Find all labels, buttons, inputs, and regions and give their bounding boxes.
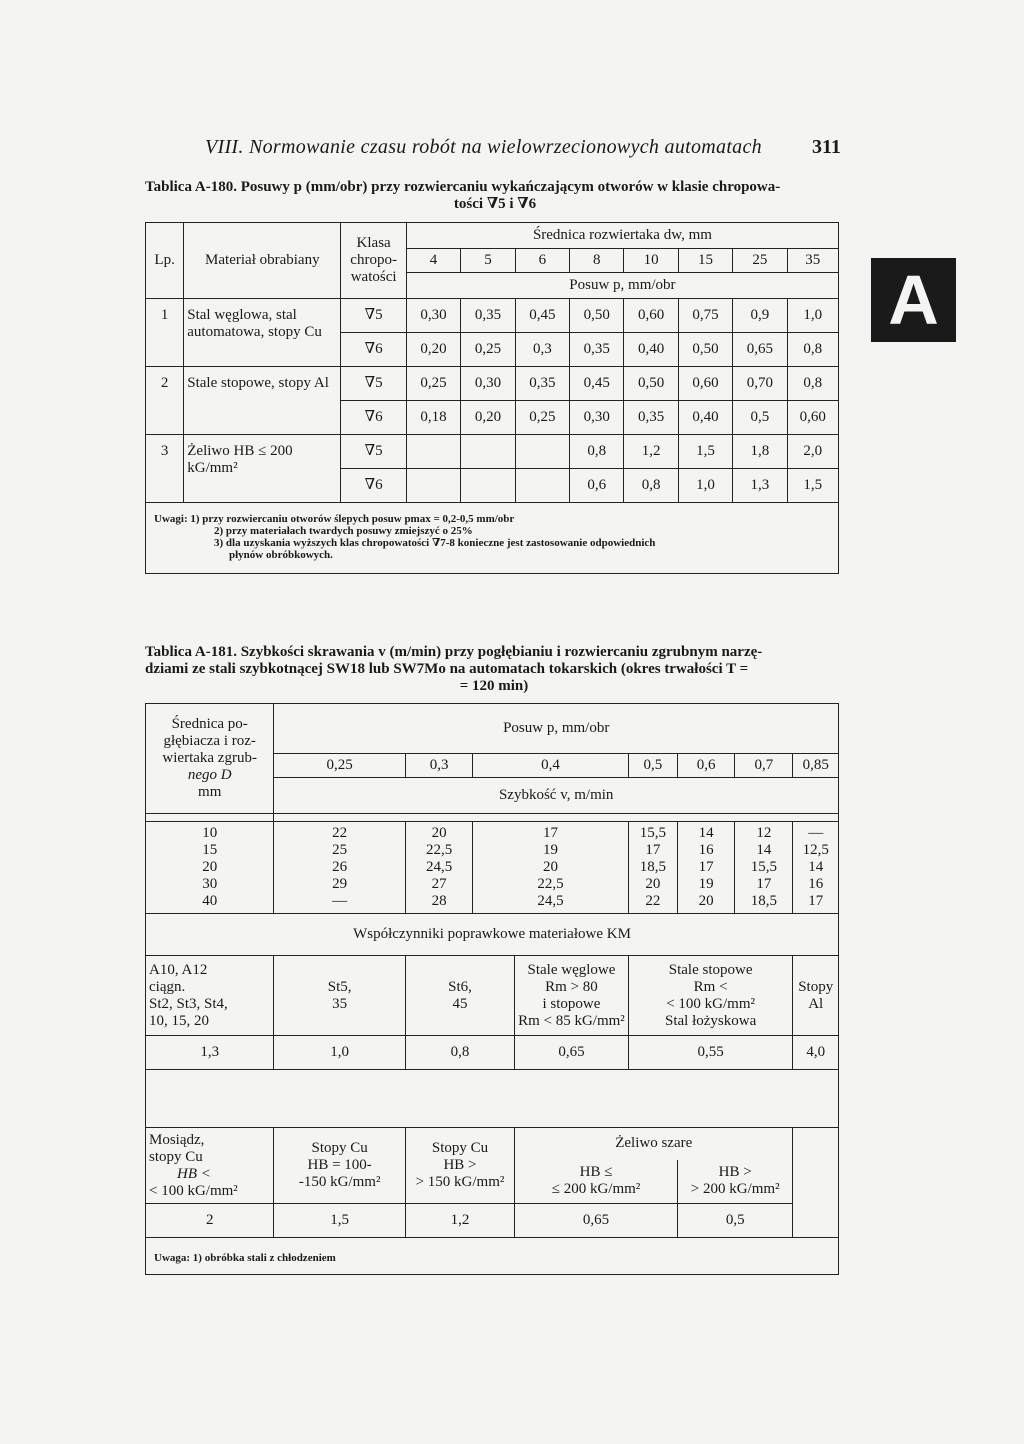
feed-value: 0,60	[678, 367, 732, 401]
note-cooling: Uwaga: 1) obróbka stali z chłodzeniem	[154, 1252, 336, 1264]
diameter-header: 35	[787, 249, 838, 273]
table181-caption-line1: Tablica A-181. Szybkości skrawania v (m/min) przy pogłębianiu i rozwiercaniu zgrubnym narzę-	[145, 644, 763, 660]
cast-iron-high: HB > > 200 kG/mm²	[677, 1160, 792, 1204]
speed-column: 20 22,5 24,5 27 28	[405, 822, 472, 914]
feed-value: 0,45	[515, 299, 569, 333]
row-class: ∇6	[341, 333, 406, 367]
feed-value: 1,0	[787, 299, 838, 333]
material-cell: A10, A12 ciągn. St2, St3, St4, 10, 15, 20	[146, 956, 274, 1036]
feed-value: 2,0	[787, 435, 838, 469]
feed-value: 0,45	[570, 367, 624, 401]
feed-value	[515, 435, 569, 469]
row-class: ∇6	[341, 401, 406, 435]
feed-value: 0,35	[461, 299, 515, 333]
head-speed: Szybkość v, m/min	[274, 778, 839, 814]
feed-value: 0,25	[461, 333, 515, 367]
feed-value: 0,50	[624, 367, 678, 401]
feed-value: 1,5	[787, 469, 838, 503]
diameter-header: 6	[515, 249, 569, 273]
table-row	[146, 435, 839, 469]
table-row	[146, 367, 839, 401]
speed-column: 22 25 26 29 —	[274, 822, 405, 914]
note-1: Uwagi: 1) przy rozwiercaniu otworów ślepych posuw pmax = 0,2-0,5 mm/obr	[154, 513, 515, 525]
feed-value: 1,3	[733, 469, 787, 503]
row-class: ∇6	[341, 469, 406, 503]
diameter-header: 8	[570, 249, 624, 273]
feed-value: 0,9	[733, 299, 787, 333]
row-class: ∇5	[341, 299, 406, 333]
head-feed: Posuw p, mm/obr	[406, 273, 838, 299]
feed-value	[461, 435, 515, 469]
diameter-list: 10 15 20 30 40	[146, 822, 274, 914]
speed-column: 15,5 17 18,5 20 22	[628, 822, 677, 914]
head-material: Materiał obrabiany	[184, 223, 341, 299]
feed-header: 0,25	[274, 754, 405, 778]
row-lp: 3	[146, 435, 184, 503]
feed-header: 0,85	[793, 754, 839, 778]
table181-caption-line2: dziami ze stali szybkotnącej SW18 lub SW7Mo na automatach tokarskich (okres trwałości T =	[145, 661, 749, 677]
table-a181	[145, 703, 839, 1275]
material-brass: Mosiądz, stopy Cu HB < < 100 kG/mm²	[146, 1128, 274, 1204]
feed-value: 0,35	[515, 367, 569, 401]
diameter-header: 5	[461, 249, 515, 273]
feed-value	[461, 469, 515, 503]
feed-value: 0,8	[624, 469, 678, 503]
material-copper-mid: Stopy Cu HB = 100- -150 kG/mm²	[274, 1128, 405, 1204]
table180-caption-line2: tości ∇5 i ∇6	[453, 196, 537, 212]
diameter-header: 10	[624, 249, 678, 273]
feed-value: 1,8	[733, 435, 787, 469]
coefficient-value: 4,0	[793, 1036, 839, 1070]
feed-value	[515, 469, 569, 503]
feed-value: 0,8	[570, 435, 624, 469]
cast-iron-low: HB ≤ ≤ 200 kG/mm²	[515, 1160, 678, 1204]
speed-column: 12 14 15,5 17 18,5	[735, 822, 793, 914]
material-cell: Stopy Al	[793, 956, 839, 1036]
coefficient-value: 0,65	[515, 1036, 629, 1070]
chapter-heading: VIII. Normowanie czasu robót na wielowrzecionowych automatach	[205, 136, 762, 158]
speed-column: 17 19 20 22,5 24,5	[473, 822, 629, 914]
head-lp: Lp.	[146, 223, 184, 299]
cast-iron-title: Żeliwo szare	[515, 1128, 793, 1160]
note-3: 3) dla uzyskania wyższych klas chropowatości ∇7-8 konieczne jest zastosowanie odpowiednich	[214, 537, 656, 549]
note-2: 2) przy materiałach twardych posuwy zmiejszyć o 25%	[214, 525, 473, 537]
feed-value: 0,6	[570, 469, 624, 503]
feed-header: 0,7	[735, 754, 793, 778]
row-class: ∇5	[341, 435, 406, 469]
feed-value	[406, 469, 460, 503]
feed-header: 0,4	[473, 754, 629, 778]
note-4: płynów obróbkowych.	[229, 549, 333, 561]
feed-value: 0,30	[406, 299, 460, 333]
coefficient-value: 0,8	[405, 1036, 514, 1070]
head-class: Klasa chropo-watości	[341, 223, 406, 299]
coefficient-value: 0,55	[628, 1036, 793, 1070]
feed-value: 0,18	[406, 401, 460, 435]
row-material: Żeliwo HB ≤ 200 kG/mm²	[184, 435, 341, 503]
feed-value: 0,35	[570, 333, 624, 367]
diameter-header: 15	[678, 249, 732, 273]
row-class: ∇5	[341, 367, 406, 401]
feed-value: 0,60	[624, 299, 678, 333]
material-cell: St5, 35	[274, 956, 405, 1036]
feed-value: 0,40	[678, 401, 732, 435]
feed-value: 0,8	[787, 367, 838, 401]
speed-column: 14 16 17 19 20	[677, 822, 734, 914]
feed-header: 0,3	[405, 754, 472, 778]
coef-title: Współczynniki poprawkowe materiałowe KM	[146, 914, 839, 956]
feed-value	[406, 435, 460, 469]
feed-value: 0,65	[733, 333, 787, 367]
coefficient-value: 0,5	[677, 1204, 792, 1238]
feed-value: 0,70	[733, 367, 787, 401]
coefficient-value: 1,2	[405, 1204, 514, 1238]
row-material: Stal węglowa, stal automatowa, stopy Cu	[184, 299, 341, 367]
feed-value: 0,30	[461, 367, 515, 401]
feed-value: 0,5	[733, 401, 787, 435]
table181-caption-line3: = 120 min)	[459, 678, 529, 694]
material-copper-high: Stopy Cu HB > > 150 kG/mm²	[405, 1128, 514, 1204]
coefficient-value: 0,65	[515, 1204, 678, 1238]
feed-value: 0,35	[624, 401, 678, 435]
feed-header: 0,5	[628, 754, 677, 778]
material-cell: Stale węglowe Rm > 80 i stopowe Rm < 85 kG/mm²	[515, 956, 629, 1036]
feed-value: 0,25	[515, 401, 569, 435]
head-diameter: Średnica rozwiertaka dw, mm	[406, 223, 838, 249]
row-lp: 1	[146, 299, 184, 367]
coefficient-value: 1,0	[274, 1036, 405, 1070]
table180-notes	[146, 503, 839, 574]
table181-note	[146, 1238, 839, 1275]
feed-value: 1,2	[624, 435, 678, 469]
feed-header: 0,6	[677, 754, 734, 778]
speed-column: — 12,5 14 16 17	[793, 822, 839, 914]
head-feed-181: Posuw p, mm/obr	[274, 704, 839, 754]
diameter-header: 25	[733, 249, 787, 273]
feed-value: 1,0	[678, 469, 732, 503]
table180-caption-line1: Tablica A-180. Posuwy p (mm/obr) przy rozwiercaniu wykańczającym otworów w klasie chropowa-	[145, 179, 781, 195]
feed-value: 0,30	[570, 401, 624, 435]
section-tab-marker: A	[871, 258, 956, 342]
feed-value: 0,25	[406, 367, 460, 401]
diameter-header: 4	[406, 249, 460, 273]
material-cell: St6, 45	[405, 956, 514, 1036]
feed-value: 1,5	[678, 435, 732, 469]
feed-value: 0,8	[787, 333, 838, 367]
page-number: 311	[812, 136, 841, 158]
feed-value: 0,40	[624, 333, 678, 367]
coefficient-value: 1,3	[146, 1036, 274, 1070]
table180-caption	[145, 179, 845, 213]
table-row	[146, 299, 839, 333]
feed-value: 0,50	[570, 299, 624, 333]
coefficient-value: 2	[146, 1204, 274, 1238]
table-a180	[145, 222, 839, 574]
row-material: Stale stopowe, stopy Al	[184, 367, 341, 435]
feed-value: 0,3	[515, 333, 569, 367]
feed-value: 0,20	[461, 401, 515, 435]
material-cell: Stale stopowe Rm < < 100 kG/mm² Stal łożyskowa	[628, 956, 793, 1036]
feed-value: 0,75	[678, 299, 732, 333]
table181-caption	[145, 644, 843, 695]
feed-value: 0,60	[787, 401, 838, 435]
feed-value: 0,50	[678, 333, 732, 367]
coefficient-value: 1,5	[274, 1204, 405, 1238]
head-tool-diameter: Średnica po- głębiacza i roz- wiertaka zgrub- nego D mm	[146, 704, 274, 814]
row-lp: 2	[146, 367, 184, 435]
feed-value: 0,20	[406, 333, 460, 367]
